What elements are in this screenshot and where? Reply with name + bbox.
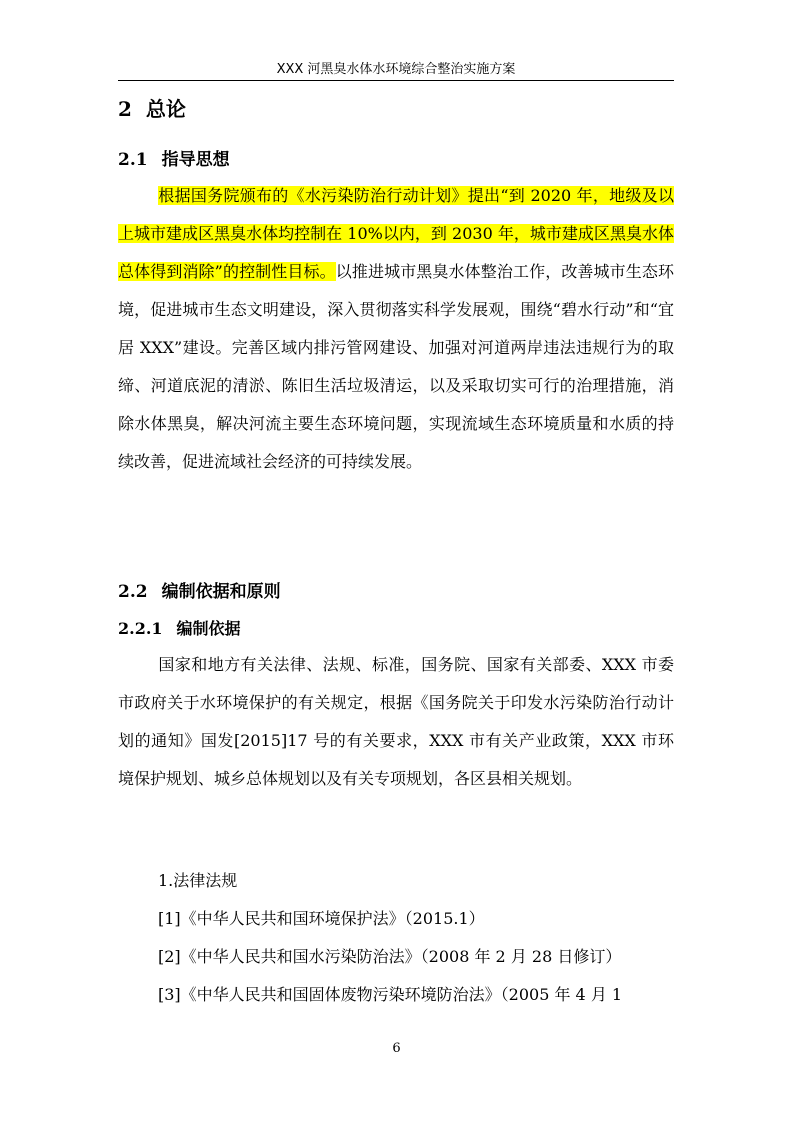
paragraph-text: 以推进城市黑臭水体整治工作，改善城市生态环境，促进城市生态文明建设，深入贯彻落实科学发展观，围绕“碧水行动”和“宜居 XXX”建设。完善区域内排污管网建设、加强对河道两岸违法违规行为的取缔、河道底泥的清淤、陈旧生活垃圾清运，以及采取切实可行的治理措施，消除水体黑臭，解决河流主要生态环境问题，实现流域生态环境质量和水质的持续改善，促进流域社会经济的可持续发展。 [118, 262, 674, 471]
section-heading-2-2 [118, 580, 281, 604]
section-heading-2-1 [118, 148, 230, 172]
subsection-title: 编制依据 [176, 619, 241, 638]
subsection-heading-2-2-1 [118, 618, 241, 640]
subsection-number: 2.2.1 [118, 619, 163, 638]
section-number: 2.2 [118, 582, 148, 602]
chapter-number: 2 [118, 97, 132, 121]
reference-item: [1]《中华人民共和国环境保护法》（2015.1） [158, 909, 485, 928]
page-header: XXX 河黑臭水体水环境综合整治实施方案 [276, 62, 516, 77]
highlighted-text: 根据国务院颁布的《水污染防治行动计划》提出“到 2020 年，地级及以上城市建成区黑臭水体均控制在 10%以内，到 2030 年，城市建成区黑臭水体总体得到消除”的控制性目标。 [118, 186, 674, 281]
list-heading: 1.法律法规 [158, 871, 238, 890]
compilation-basis-paragraph [118, 646, 674, 798]
chapter-title: 总论 [145, 97, 186, 121]
chapter-heading [118, 95, 186, 123]
reference-item: [3]《中华人民共和国固体废物污染环境防治法》（2005 年 4 月 1 [158, 985, 623, 1004]
header-rule [118, 80, 674, 81]
section-title: 指导思想 [161, 150, 230, 170]
guiding-thought-paragraph [118, 177, 674, 481]
section-number: 2.1 [118, 150, 148, 170]
paragraph-text: 国家和地方有关法律、法规、标准，国务院、国家有关部委、XXX 市委市政府关于水环境保护的有关规定，根据《国务院关于印发水污染防治行动计划的通知》国发[2015]17 号的有关要求，XXX 市有关产业政策，XXX 市环境保护规划、城乡总体规划以及有关专项规划，各区县相关规划。 [118, 655, 674, 788]
reference-item: [2]《中华人民共和国水污染防治法》（2008 年 2 月 28 日修订） [158, 947, 622, 966]
page-number: 6 [392, 1041, 401, 1056]
section-title: 编制依据和原则 [161, 582, 281, 602]
